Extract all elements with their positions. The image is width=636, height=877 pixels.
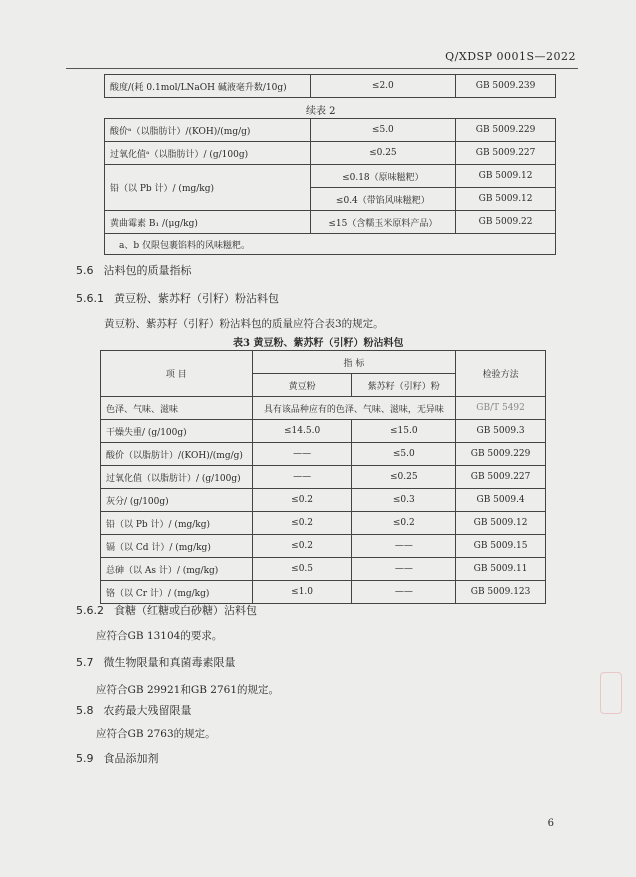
table-row: [101, 489, 546, 512]
item-cell: 过氧化值（以脂肪计）/ (g/100g): [101, 466, 253, 489]
method-cell: GB 5009.22: [456, 211, 556, 234]
table-note-row: [105, 234, 556, 255]
table-3-caption: 表3 黄豆粉、紫苏籽（引籽）粉沾料包: [233, 338, 404, 349]
method-cell: GB 5009.227: [456, 466, 546, 489]
perilla-value: ≤0.2: [352, 512, 456, 535]
soybean-value: ——: [252, 443, 352, 466]
section-5-6-1: [76, 290, 279, 306]
method-cell: GB 5009.15: [456, 535, 546, 558]
item-cell: 镉（以 Cd 计）/ (mg/kg): [101, 535, 253, 558]
section-title: 黄豆粉、紫苏籽（引籽）粉沾料包: [114, 292, 279, 305]
table-row: [105, 119, 556, 142]
section-5-7: [76, 654, 236, 670]
perilla-value: ——: [352, 558, 456, 581]
item-cell: 总砷（以 As 计）/ (mg/kg): [101, 558, 253, 581]
section-number: 5.6: [76, 264, 94, 277]
table-row: [101, 443, 546, 466]
table-2-top: [104, 74, 556, 98]
table-note: a、b 仅限包裹馅料的风味糍粑。: [105, 234, 556, 255]
perilla-value: ——: [352, 535, 456, 558]
soybean-value: ≤14.5.0: [252, 420, 352, 443]
table-header-row: [101, 351, 546, 374]
method-cell: GB 5009.123: [456, 581, 546, 604]
table-3: [100, 350, 546, 604]
header-index: 指 标: [252, 351, 455, 374]
table-row: [101, 535, 546, 558]
section-5-6-1-body: 黄豆粉、紫苏籽（引籽）粉沾料包的质量应符合表3的规定。: [104, 318, 384, 330]
table-row: [105, 165, 556, 188]
header-soybean: 黄豆粉: [252, 374, 352, 397]
section-5-9: [76, 750, 159, 766]
section-title: 农药最大残留限量: [103, 704, 192, 717]
red-stamp-mark: [600, 672, 622, 714]
method-cell: GB 5009.229: [456, 443, 546, 466]
perilla-value: ≤5.0: [352, 443, 456, 466]
item-cell: 干燥失重/ (g/100g): [101, 420, 253, 443]
section-5-6: [76, 262, 192, 278]
page-number: 6: [547, 818, 554, 829]
method-cell: GB 5009.229: [456, 119, 556, 142]
table-row: [105, 75, 556, 98]
table-row: [101, 466, 546, 489]
header-perilla: 紫苏籽（引籽）粉: [352, 374, 456, 397]
section-5-8: [76, 702, 192, 718]
item-cell: 酸度/(耗 0.1mol/LNaOH 碱液毫升数/10g): [105, 75, 311, 98]
value-cell: ≤0.18（原味糍粑）: [310, 165, 456, 188]
value-cell: ≤2.0: [310, 75, 456, 98]
table-row: [105, 142, 556, 165]
method-cell: GB 5009.11: [456, 558, 546, 581]
soybean-value: ——: [252, 466, 352, 489]
section-number: 5.8: [76, 704, 94, 717]
section-5-7-body: 应符合GB 29921和GB 2761的规定。: [96, 684, 280, 696]
header-item: 项 目: [101, 351, 253, 397]
method-cell: GB 5009.12: [456, 165, 556, 188]
header-divider: [66, 68, 578, 69]
soybean-value: ≤0.2: [252, 489, 352, 512]
item-cell: 铬（以 Cr 计）/ (mg/kg): [101, 581, 253, 604]
table-2-continued: [104, 118, 556, 255]
section-title: 食糖（红糖或白砂糖）沾料包: [114, 604, 257, 617]
soybean-value: ≤0.2: [252, 512, 352, 535]
method-cell: GB 5009.12: [456, 512, 546, 535]
item-cell: 铅（以 Pb 计）/ (mg/kg): [105, 165, 311, 211]
header-method: 检验方法: [456, 351, 546, 397]
item-cell: 灰分/ (g/100g): [101, 489, 253, 512]
value-cell: ≤5.0: [310, 119, 456, 142]
table-row: [101, 420, 546, 443]
table-row: [101, 397, 546, 420]
value-cell: ≤15（含糯玉米原料产品）: [310, 211, 456, 234]
section-number: 5.6.2: [76, 604, 104, 617]
section-5-6-2: [76, 602, 257, 618]
item-cell: 黄曲霉素 B₁ /(μg/kg): [105, 211, 311, 234]
value-cell: 具有该品种应有的色泽、气味、滋味，无异味: [252, 397, 455, 420]
soybean-value: ≤0.5: [252, 558, 352, 581]
value-cell: ≤0.4（带馅风味糍粑）: [310, 188, 456, 211]
method-cell: GB/T 5492: [456, 397, 546, 420]
section-title: 沾料包的质量指标: [103, 264, 192, 277]
document-code: Q/XDSP 0001S—2022: [445, 50, 576, 63]
perilla-value: ≤0.3: [352, 489, 456, 512]
section-number: 5.7: [76, 656, 94, 669]
method-cell: GB 5009.239: [456, 75, 556, 98]
section-number: 5.6.1: [76, 292, 104, 305]
table-row: [101, 512, 546, 535]
item-cell: 色泽、气味、滋味: [101, 397, 253, 420]
section-5-8-body: 应符合GB 2763的规定。: [96, 728, 216, 740]
item-cell: 过氧化值ᵃ（以脂肪计）/ (g/100g): [105, 142, 311, 165]
table-2-continued-caption: 续表 2: [306, 106, 336, 117]
perilla-value: ——: [352, 581, 456, 604]
item-cell: 铅（以 Pb 计）/ (mg/kg): [101, 512, 253, 535]
section-title: 微生物限量和真菌毒素限量: [103, 656, 236, 669]
section-number: 5.9: [76, 752, 94, 765]
table-row: [101, 581, 546, 604]
method-cell: GB 5009.12: [456, 188, 556, 211]
table-row: [105, 211, 556, 234]
method-cell: GB 5009.4: [456, 489, 546, 512]
perilla-value: ≤0.25: [352, 466, 456, 489]
section-title: 食品添加剂: [103, 752, 159, 765]
value-cell: ≤0.25: [310, 142, 456, 165]
item-cell: 酸价ᵃ（以脂肪计）/(KOH)/(mg/g): [105, 119, 311, 142]
soybean-value: ≤1.0: [252, 581, 352, 604]
soybean-value: ≤0.2: [252, 535, 352, 558]
method-cell: GB 5009.3: [456, 420, 546, 443]
table-row: [101, 558, 546, 581]
section-5-6-2-body: 应符合GB 13104的要求。: [96, 630, 223, 642]
method-cell: GB 5009.227: [456, 142, 556, 165]
perilla-value: ≤15.0: [352, 420, 456, 443]
item-cell: 酸价（以脂肪计）/(KOH)/(mg/g): [101, 443, 253, 466]
